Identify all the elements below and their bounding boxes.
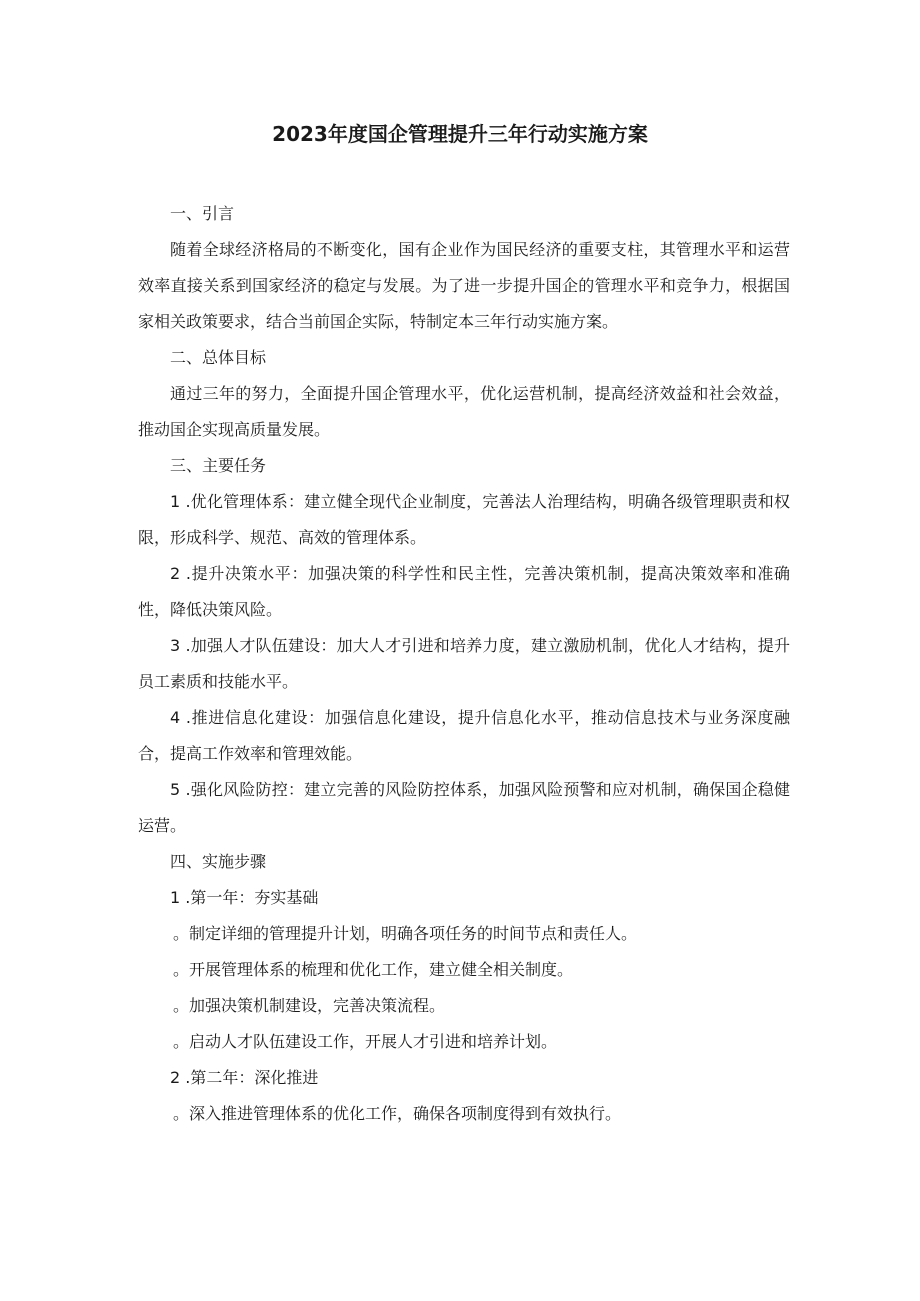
paragraph-goal: 通过三年的努力，全面提升国企管理水平，优化运营机制，提高经济效益和社会效益，推动国企实现高质量发展。: [138, 384, 790, 439]
document-body: [138, 196, 790, 1132]
step-year1-heading: 1 .第一年：夯实基础: [170, 888, 319, 907]
task-item: 4 .推进信息化建设：加强信息化建设，提升信息化水平，推动信息技术与业务深度融合，提高工作效率和管理效能。: [138, 708, 790, 763]
step-year1-item: 。启动人才队伍建设工作，开展人才引进和培养计划。: [173, 1032, 558, 1051]
paragraph-intro: 随着全球经济格局的不断变化，国有企业作为国民经济的重要支柱，其管理水平和运营效率直接关系到国家经济的稳定与发展。为了进一步提升国企的管理水平和竞争力，根据国家相关政策要求，结合当前国企实际，特制定本三年行动实施方案。: [138, 240, 790, 331]
task-item: 5 .强化风险防控：建立完善的风险防控体系，加强风险预警和应对机制，确保国企稳健运营。: [138, 780, 790, 835]
step-year1-item: 。制定详细的管理提升计划，明确各项任务的时间节点和责任人。: [173, 924, 638, 943]
section-heading-intro: 一、引言: [170, 204, 235, 223]
document-title: 2023年度国企管理提升三年行动实施方案: [272, 122, 648, 146]
section-heading-goal: 二、总体目标: [170, 348, 267, 367]
task-item: 3 .加强人才队伍建设：加大人才引进和培养力度，建立激励机制，优化人才结构，提升员工素质和技能水平。: [138, 636, 790, 691]
step-year1-item: 。加强决策机制建设，完善决策流程。: [173, 996, 446, 1015]
section-heading-tasks: 三、主要任务: [170, 456, 267, 475]
step-year2-item: 。深入推进管理体系的优化工作，确保各项制度得到有效执行。: [173, 1104, 622, 1123]
step-year1-item: 。开展管理体系的梳理和优化工作，建立健全相关制度。: [173, 960, 574, 979]
task-item: 2 .提升决策水平：加强决策的科学性和民主性，完善决策机制，提高决策效率和准确性，降低决策风险。: [138, 564, 790, 619]
step-year2-heading: 2 .第二年：深化推进: [170, 1068, 319, 1087]
task-item: 1 .优化管理体系：建立健全现代企业制度，完善法人治理结构，明确各级管理职责和权限，形成科学、规范、高效的管理体系。: [138, 492, 790, 547]
section-heading-steps: 四、实施步骤: [170, 852, 267, 871]
